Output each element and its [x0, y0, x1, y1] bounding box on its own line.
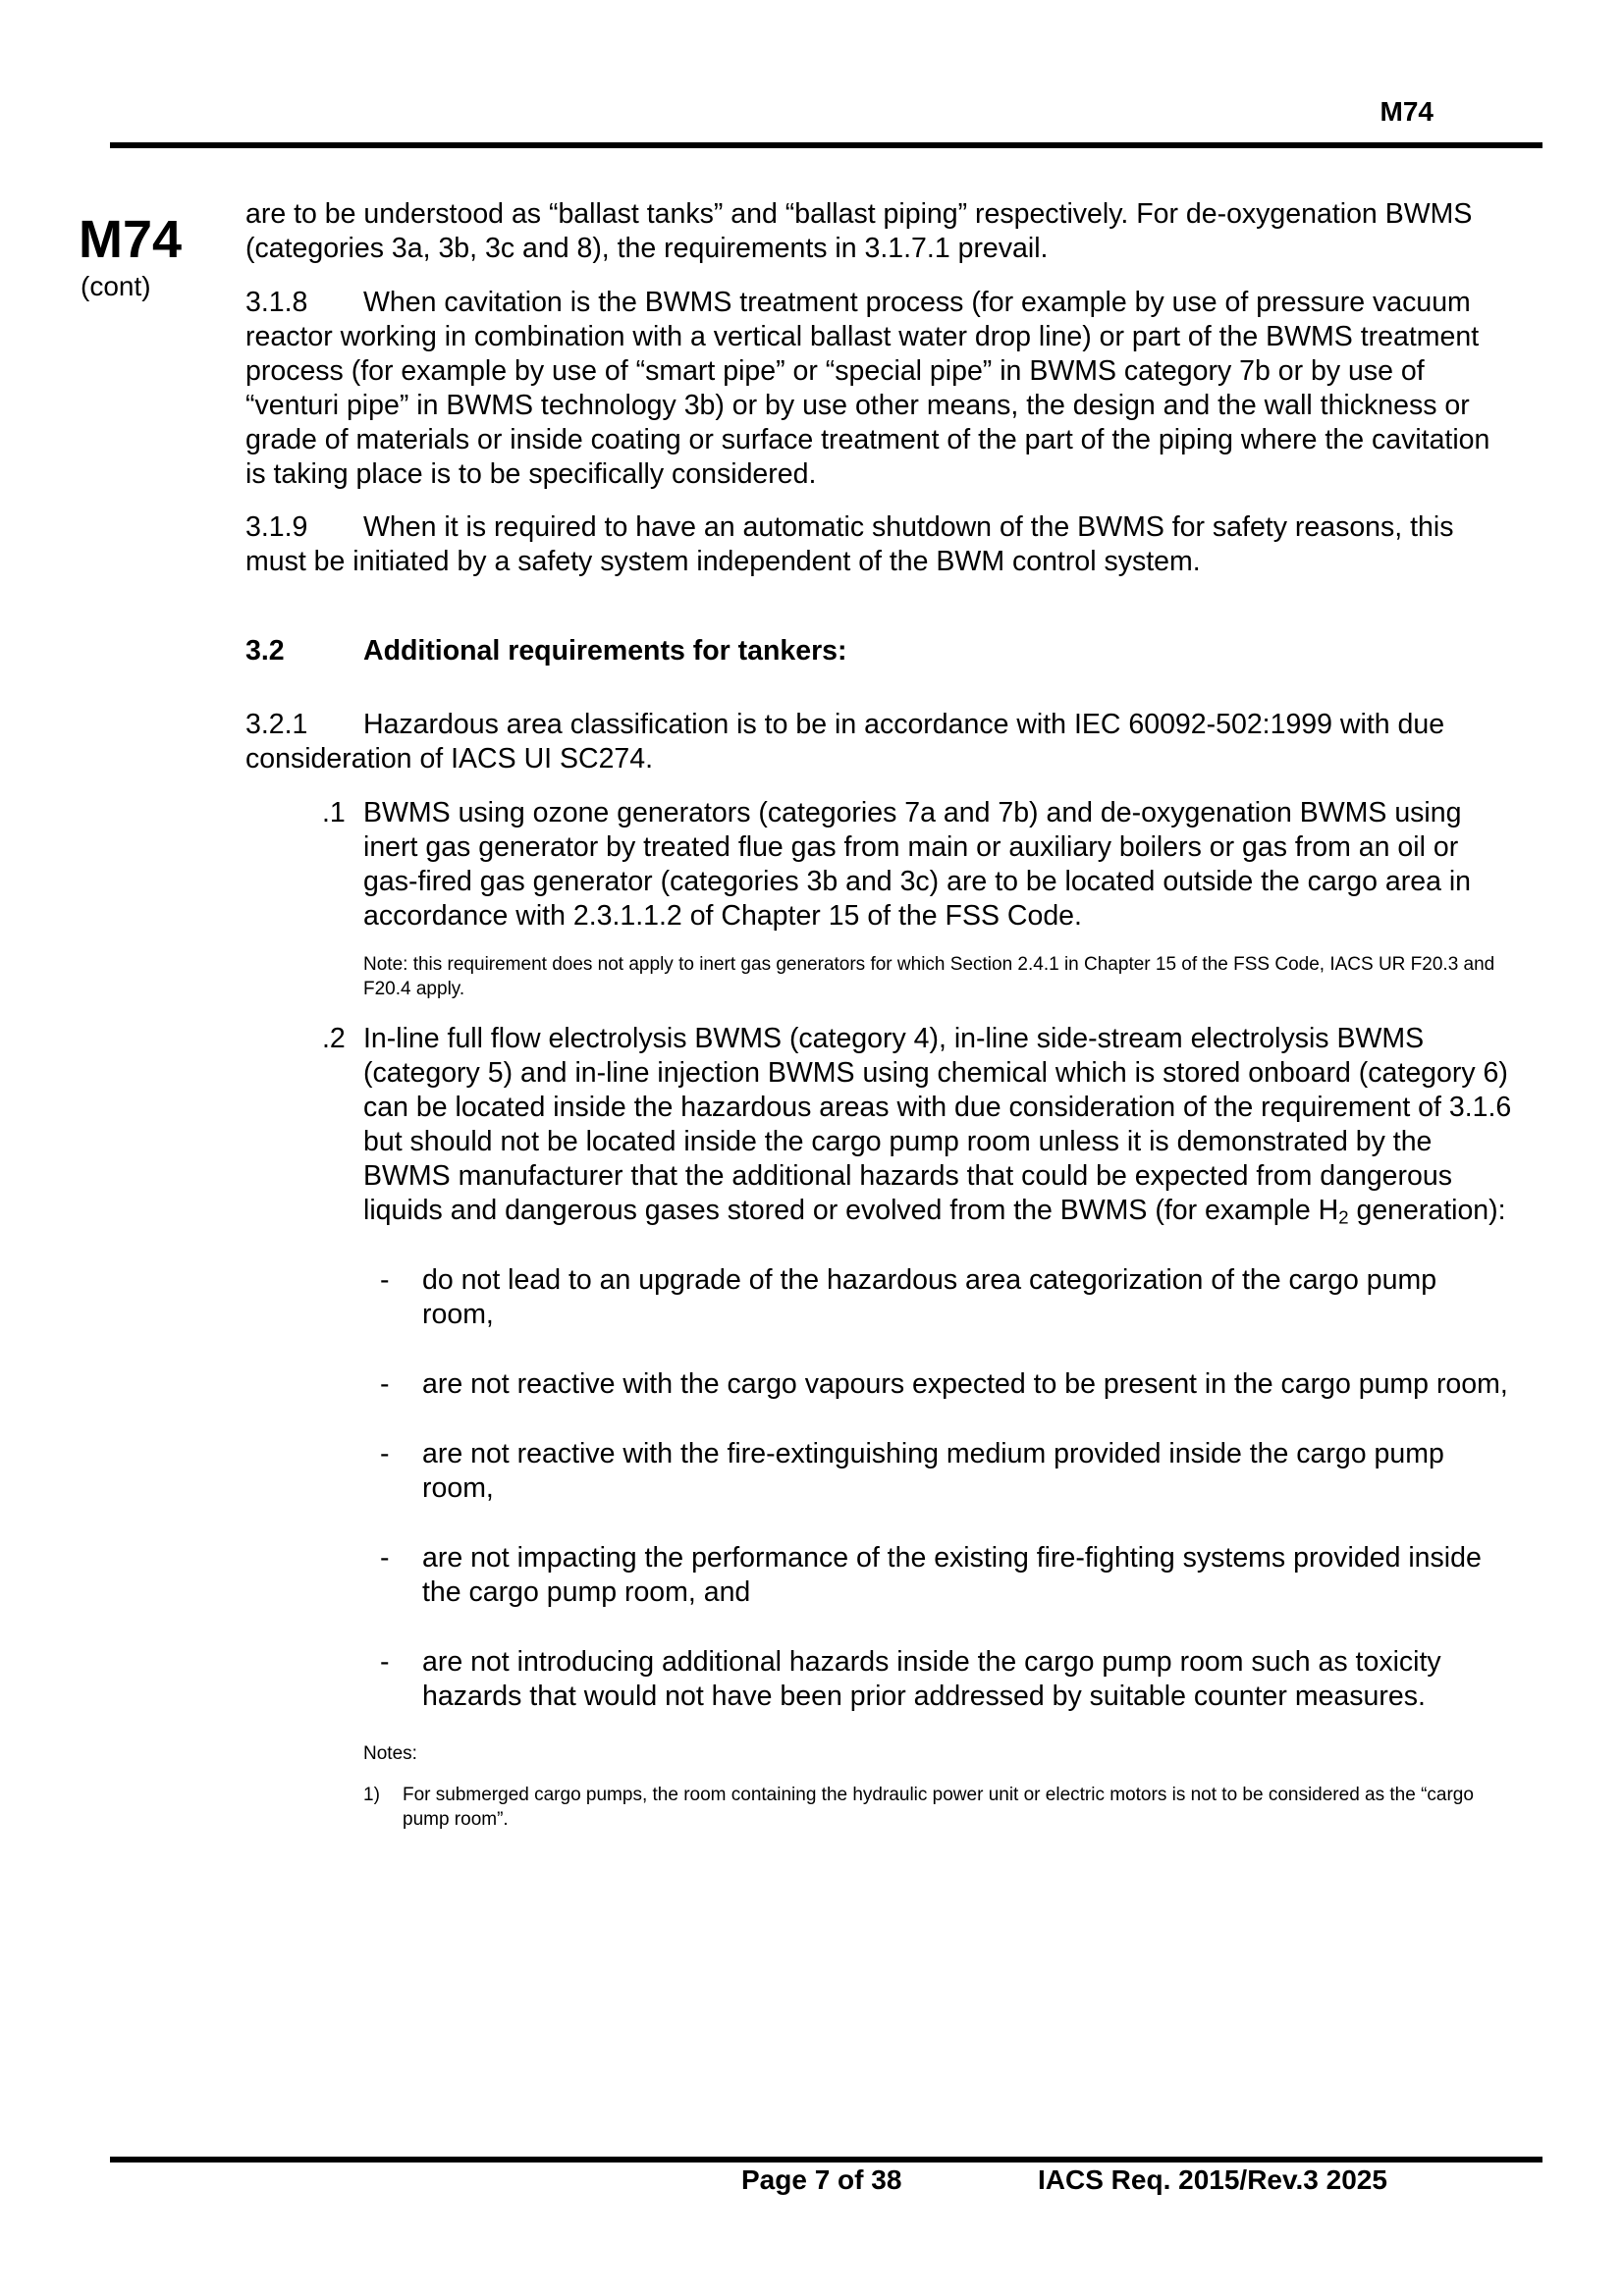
paragraph-text: Hazardous area classification is to be in accordance with IEC 60092-502:1999 with due consideration of IACS UI SC274. [245, 709, 1445, 774]
list-marker: .2 [322, 1023, 346, 1054]
list-marker: .1 [322, 797, 346, 828]
paragraph-number: 3.2.1 [245, 709, 308, 740]
section-heading-3-2 [245, 634, 1512, 668]
sidebar-cont: (cont) [81, 271, 151, 301]
paragraph-text: When it is required to have an automatic shutdown of the BWMS for safety reasons, this must be initiated by a safety system independent of the BWM control system. [245, 511, 1454, 577]
subscript-2: 2 [1338, 1206, 1349, 1228]
dash-marker: - [380, 1646, 390, 1678]
dash-item-text: do not lead to an upgrade of the hazardous area categorization of the cargo pump room, [422, 1264, 1437, 1330]
footer-rule [110, 2157, 1542, 2163]
dash-item-text: are not reactive with the fire-extinguishing medium provided inside the cargo pump room, [422, 1438, 1444, 1504]
dash-item [245, 1437, 1512, 1506]
paragraph-number: 3.1.8 [245, 287, 308, 318]
intro-paragraph: are to be understood as “ballast tanks” and “ballast piping” respectively. For de-oxygenation BWMS (categories 3a, 3b, 3c and 8), the requirements in 3.1.7.1 prevail. [245, 198, 1473, 264]
footer-reference: IACS Req. 2015/Rev.3 2025 [1038, 2164, 1387, 2195]
paragraph-text: When cavitation is the BWMS treatment process (for example by use of pressure vacuum reactor working in combination with a vertical ballast water drop line) or part of the BWMS treatment process (for example by use of “smart pipe” or “special pipe” in BWMS category 7b or by use of “venturi pipe” in BWMS technology 3b) or by use other means, the design and the wall thickness or grade of materials or inside coating or surface treatment of the part of the piping where the cavitation is taking place is to be specifically considered. [245, 287, 1490, 490]
paragraph-number: 3.1.9 [245, 511, 308, 543]
dash-marker: - [380, 1542, 390, 1574]
list-item-text-end: generation): [1348, 1195, 1506, 1226]
section-title: Additional requirements for tankers: [363, 635, 847, 667]
list-item-text: In-line full flow electrolysis BWMS (category 4), in-line side-stream electrolysis BWMS (category 5) and in-line injection BWMS using chemical which is stored onboard (category 6) can be located inside the hazardous areas with due consideration of the requirement of 3.1.6 but should not be located inside the cargo pump room unless it is demonstrated by the BWMS manufacturer that the additional hazards that could be expected from dangerous liquids and dangerous gases stored or evolved from the BWMS (for example H [363, 1023, 1512, 1226]
paragraph-3-2-1 [245, 708, 1512, 776]
sidebar-code: M74 [79, 210, 183, 269]
paragraph-3-1-9 [245, 510, 1512, 579]
note-paragraph: Note: this requirement does not apply to inert gas generators for which Section 2.4.1 in Chapter 15 of the FSS Code, IACS UR F20.3 and F20.4 apply. [363, 954, 1495, 999]
paragraph-3-1-8 [245, 286, 1512, 492]
header-rule [110, 142, 1542, 148]
dash-item [245, 1263, 1512, 1332]
dash-marker: - [380, 1264, 390, 1296]
dash-marker: - [380, 1368, 390, 1400]
dash-marker: - [380, 1438, 390, 1469]
document-body [245, 197, 1512, 1832]
footnote [245, 1783, 1512, 1832]
dash-item [245, 1367, 1512, 1402]
footer-page-number: Page 7 of 38 [741, 2164, 902, 2195]
section-number: 3.2 [245, 635, 285, 667]
footnote-text: For submerged cargo pumps, the room containing the hydraulic power unit or electric motors is not to be considered as the “cargo pump room”. [403, 1785, 1474, 1830]
list-item-2 [245, 1022, 1512, 1228]
dash-item-text: are not reactive with the cargo vapours expected to be present in the cargo pump room, [422, 1368, 1508, 1400]
list-item-text: BWMS using ozone generators (categories 7a and 7b) and de-oxygenation BWMS using inert gas generator by treated flue gas from main or auxiliary boilers or gas from an oil or gas-fired gas generator (categories 3b and 3c) are to be located outside the cargo area in accordance with 2.3.1.1.2 of Chapter 15 of the FSS Code. [363, 797, 1472, 932]
footnote-marker: 1) [363, 1785, 380, 1805]
dash-item [245, 1541, 1512, 1610]
list-item-1 [245, 796, 1512, 934]
dash-item-text: are not impacting the performance of the existing fire-fighting systems provided inside the cargo pump room, and [422, 1542, 1482, 1608]
notes-label: Notes: [363, 1743, 417, 1764]
header-code: M74 [1380, 96, 1434, 127]
dash-item-text: are not introducing additional hazards inside the cargo pump room such as toxicity hazards that would not have been prior addressed by suitable counter measures. [422, 1646, 1441, 1712]
dash-item [245, 1645, 1512, 1714]
